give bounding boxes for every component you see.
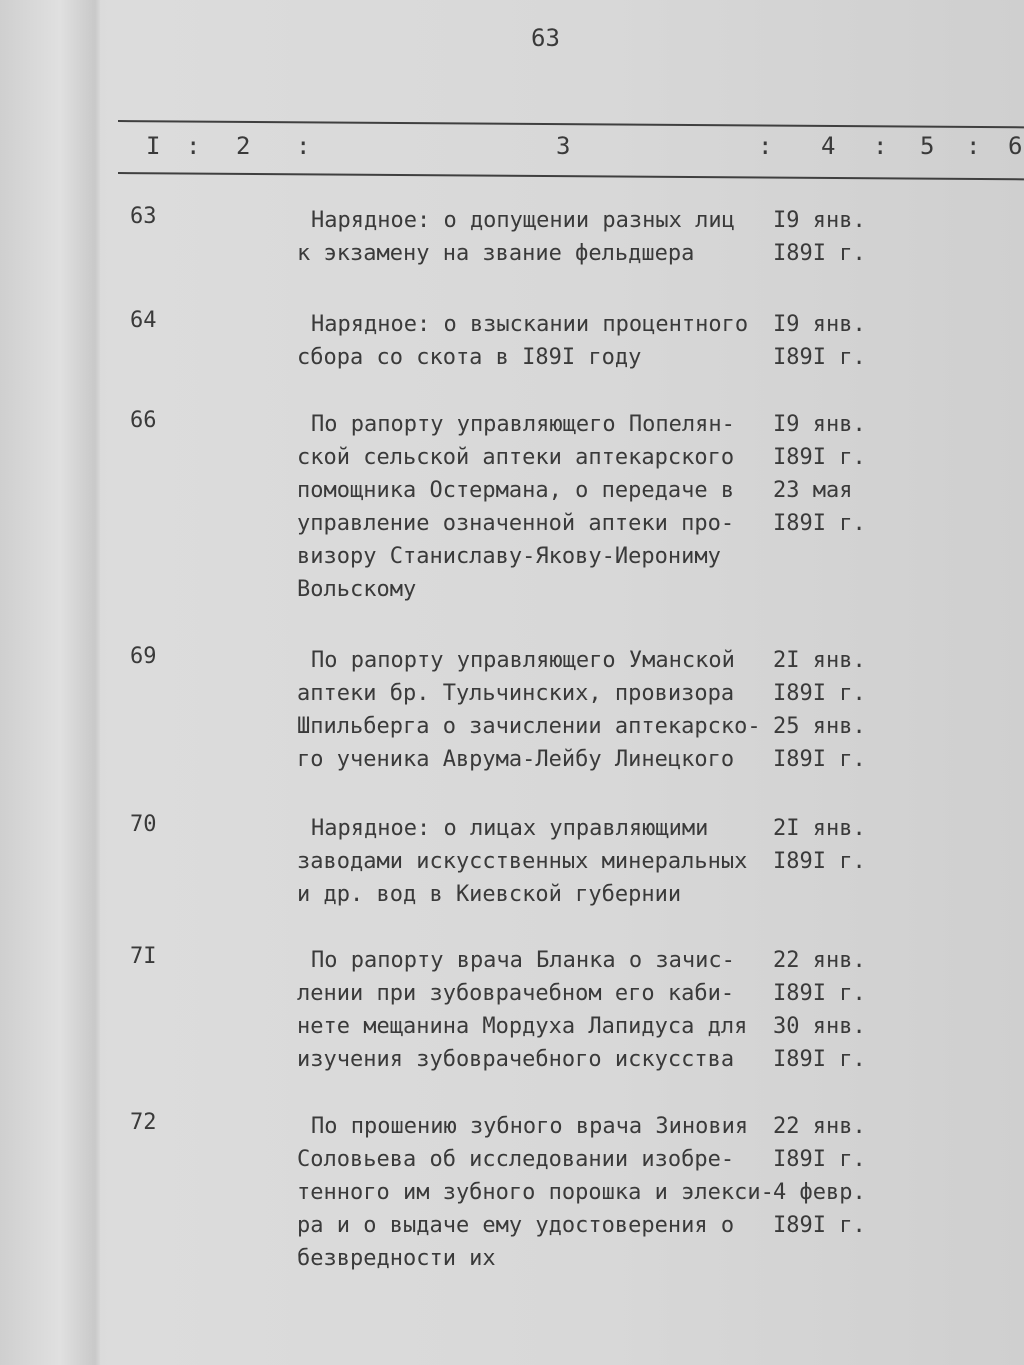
col-separator: :	[758, 132, 773, 160]
entry-dates: 22 янв. I89I г. 4 февр. I89I г.	[773, 1114, 866, 1238]
col-separator: :	[296, 132, 311, 160]
entry-dates: 2I янв. I89I г.	[773, 816, 866, 874]
entry-number: 70	[130, 812, 157, 837]
entry-description: Нарядное: о лицах управляющими заводами искусственных минеральных и др. вод в Киевской губернии	[297, 816, 748, 907]
col-4-label: 4	[821, 132, 836, 160]
entry-dates: I9 янв. I89I г. 23 мая I89I г.	[773, 412, 866, 536]
entry-dates: 22 янв. I89I г. 30 янв. I89I г.	[773, 948, 866, 1072]
page-number: 63	[531, 24, 560, 52]
col-separator: :	[186, 132, 201, 160]
col-separator: :	[966, 132, 981, 160]
col-5-label: 5	[920, 132, 935, 160]
column-header-row	[118, 132, 1024, 168]
entry-dates: 2I янв. I89I г. 25 янв. I89I г.	[773, 648, 866, 772]
entry-number: 69	[130, 644, 157, 669]
entry-description: Нарядное: о взыскании процентного сбора со скота в I89I году	[297, 312, 749, 370]
entry-description: По рапорту управляющего Попелян- ской сельской аптеки аптекарского помощника Остермана, о передаче в управление означенной аптеки про- визору Станиславу-Якову-Иерониму Вольскому	[297, 412, 735, 602]
entry-number: 64	[130, 308, 157, 333]
entry-number: 63	[130, 204, 157, 229]
entry-dates: I9 янв. I89I г.	[773, 312, 866, 370]
header-rule-top	[118, 120, 1024, 128]
entry-number: 7I	[130, 944, 157, 969]
header-rule-bottom	[118, 172, 1024, 180]
entry-description: По рапорту управляющего Уманской аптеки бр. Тульчинских, провизора Шпильберга о зачислении аптекарско- го ученика Аврума-Лейбу Линецкого	[297, 648, 761, 772]
entry-number: 72	[130, 1110, 157, 1135]
col-2-label: 2	[236, 132, 251, 160]
col-3-label: 3	[556, 132, 571, 160]
col-separator: :	[873, 132, 888, 160]
entry-description: По прошению зубного врача Зиновия Соловьева об исследовании изобре- тенного им зубного порошка и элекси- ра и о выдаче ему удостоверения о безвредности их	[297, 1114, 774, 1271]
entry-description: Нарядное: о допущении разных лиц к экзамену на звание фельдшера	[297, 208, 735, 266]
col-6-label: 6	[1008, 132, 1023, 160]
entry-description: По рапорту врача Бланка о зачис- лении при зубоврачебном его каби- нете мещанина Мордуха Лапидуса для изучения зубоврачебного искусства	[297, 948, 748, 1072]
entry-dates: I9 янв. I89I г.	[773, 208, 866, 266]
book-binding	[0, 0, 100, 1365]
entry-number: 66	[130, 408, 157, 433]
col-1-label: I	[146, 132, 161, 160]
